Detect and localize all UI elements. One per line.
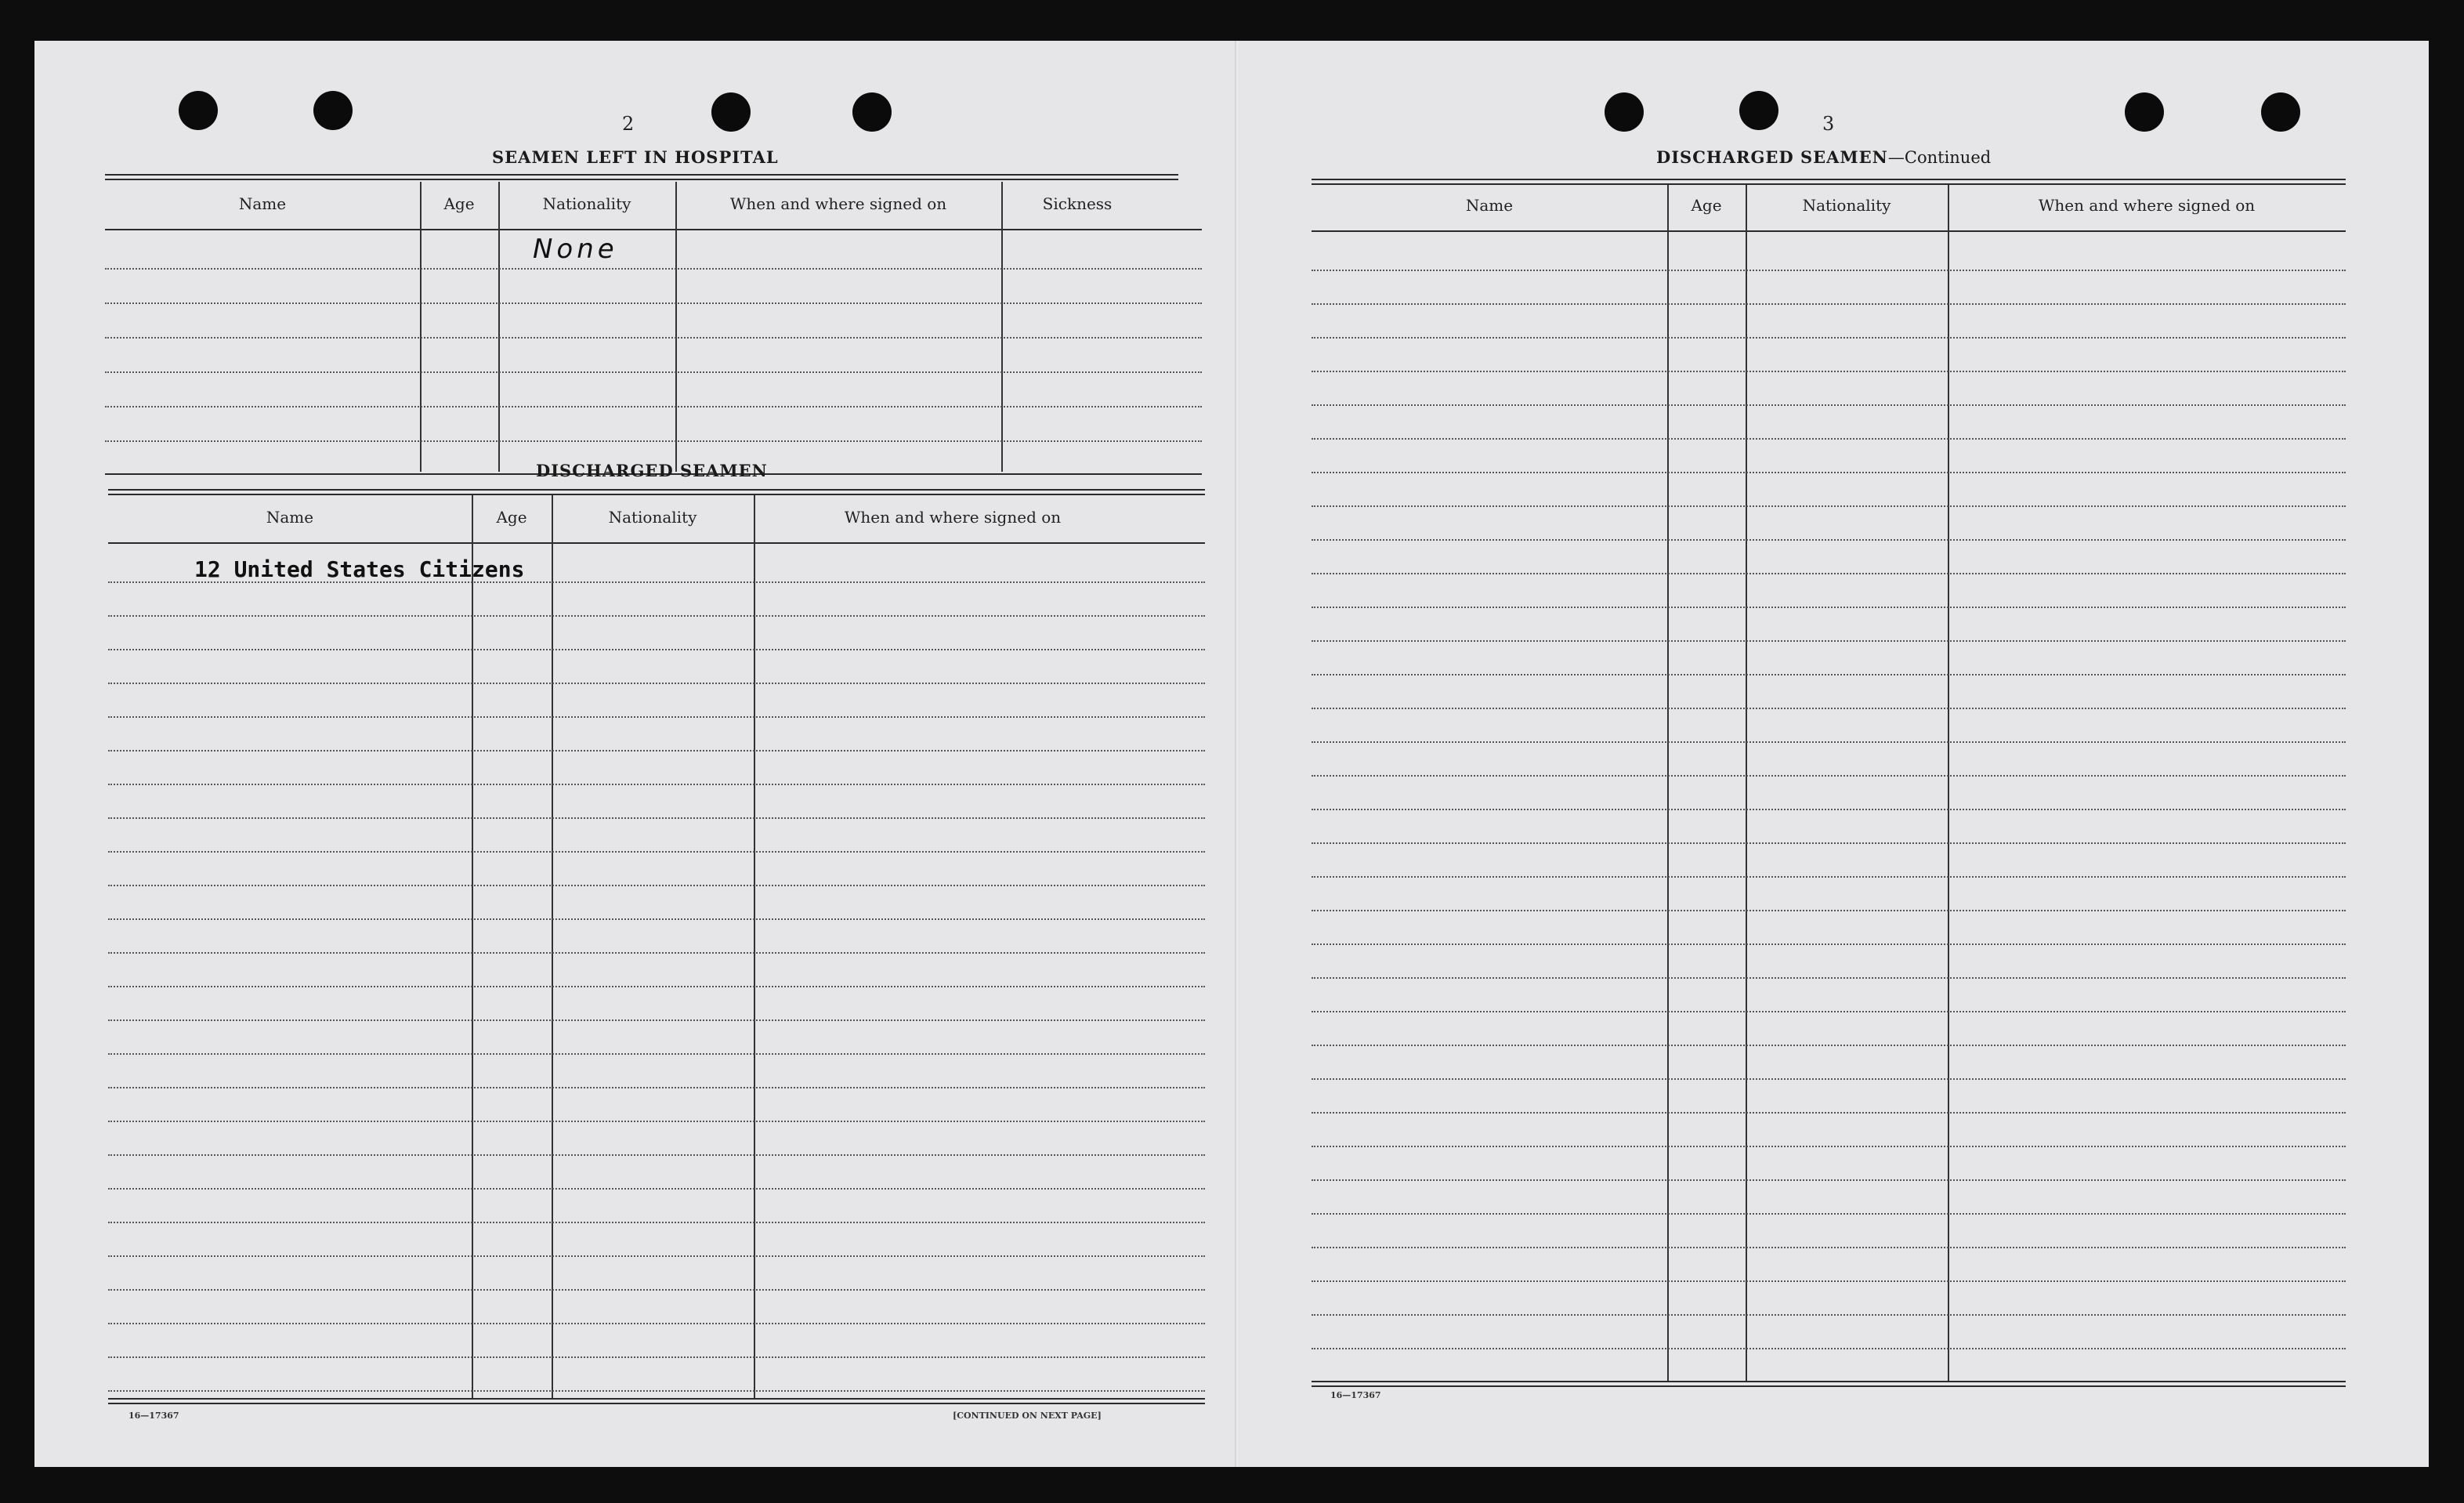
hospital-section-title: SEAMEN LEFT IN HOSPITAL	[492, 147, 779, 167]
form-row-line	[108, 952, 1205, 954]
punch-hole-5	[1605, 92, 1644, 132]
discharged-top-rule	[1312, 179, 2346, 185]
form-row-line	[108, 1323, 1205, 1324]
form-row-line	[1312, 977, 2346, 979]
form-row-line	[108, 1222, 1205, 1223]
discharged-title-text: DISCHARGED SEAMEN	[1656, 147, 1888, 167]
form-row-line	[108, 885, 1205, 886]
form-row-line	[1312, 674, 2346, 675]
discharged-top-rule	[108, 489, 1205, 495]
punch-hole-3	[711, 92, 751, 132]
discharged-col-nationality: Nationality	[1802, 196, 1891, 215]
form-row-line	[108, 1289, 1205, 1291]
page-number: 2	[622, 113, 635, 135]
form-row-line	[1312, 438, 2346, 440]
hospital-col-age: Age	[443, 194, 475, 213]
continued-note: [CONTINUED ON NEXT PAGE]	[953, 1411, 1102, 1421]
form-row-line	[108, 851, 1205, 853]
form-row-line	[1312, 775, 2346, 777]
hospital-divider-1	[420, 182, 422, 472]
form-row-line	[108, 1356, 1205, 1358]
form-row-line	[1312, 741, 2346, 743]
form-row-line	[1312, 472, 2346, 473]
discharged-col-signed-on: When and where signed on	[844, 508, 1062, 527]
punch-hole-1	[179, 91, 218, 130]
discharged-section-title: DISCHARGED SEAMEN	[536, 461, 768, 480]
form-row-line	[108, 683, 1205, 684]
continued-suffix: —Continued	[1887, 148, 1992, 167]
form-row-line	[1312, 1314, 2346, 1316]
punch-hole-8	[2261, 92, 2300, 132]
form-row-line	[1312, 1045, 2346, 1046]
hospital-row-line	[105, 440, 1202, 442]
form-row-line	[1312, 303, 2346, 305]
form-row-line	[1312, 371, 2346, 372]
discharged-bottom-rule	[1312, 1381, 2346, 1387]
discharged-divider-2	[552, 495, 553, 1398]
hospital-top-rule	[105, 174, 1178, 180]
discharged-divider-1	[472, 495, 473, 1398]
hospital-divider-4	[1001, 182, 1003, 472]
hospital-col-sickness: Sickness	[1042, 194, 1113, 213]
discharged-col-nationality: Nationality	[608, 508, 697, 527]
punch-hole-7	[2125, 92, 2164, 132]
form-row-line	[1312, 910, 2346, 911]
form-row-line	[108, 1390, 1205, 1392]
form-row-line	[1312, 708, 2346, 709]
form-row-line	[108, 1053, 1205, 1055]
form-row-line	[1312, 337, 2346, 339]
hospital-row-line	[105, 302, 1202, 304]
discharged-bottom-rule	[108, 1398, 1205, 1404]
form-row-line	[108, 1121, 1205, 1122]
form-row-line	[1312, 505, 2346, 507]
form-row-line	[1312, 1078, 2346, 1080]
form-row-line	[108, 615, 1205, 617]
hospital-header-rule	[105, 229, 1202, 230]
discharged-col-signed-on: When and where signed on	[2038, 196, 2256, 215]
hospital-row-line	[105, 268, 1202, 270]
form-row-line	[108, 817, 1205, 819]
discharged-continued-title	[1656, 147, 1991, 167]
form-number: 16—17367	[1330, 1390, 1381, 1400]
hospital-divider-3	[675, 182, 677, 472]
form-row-line	[108, 750, 1205, 752]
form-row-line	[1312, 1112, 2346, 1114]
left-page	[34, 41, 1238, 1467]
form-row-line	[1312, 842, 2346, 844]
hospital-col-name: Name	[238, 194, 287, 213]
hospital-entry-none: None	[533, 234, 618, 265]
discharged-col-name: Name	[266, 508, 314, 527]
form-row-line	[108, 986, 1205, 987]
form-row-line	[1312, 1280, 2346, 1282]
form-row-line	[108, 1154, 1205, 1156]
form-row-line	[108, 918, 1205, 920]
punch-hole-6	[1739, 91, 1778, 130]
discharged-header-rule	[1312, 230, 2346, 232]
form-row-line	[108, 1188, 1205, 1190]
form-row-line	[1312, 607, 2346, 608]
form-row-line	[1312, 809, 2346, 810]
hospital-row-line	[105, 337, 1202, 339]
discharged-header-rule	[108, 542, 1205, 544]
form-row-line	[108, 1087, 1205, 1088]
form-row-line	[108, 784, 1205, 785]
form-row-line	[1312, 876, 2346, 878]
discharged-col-age: Age	[496, 508, 527, 527]
discharged-col-name: Name	[1465, 196, 1514, 215]
form-row-line	[1312, 943, 2346, 945]
form-row-line	[1312, 270, 2346, 271]
discharged-entry: 12 United States Citizens	[194, 556, 525, 582]
form-number: 16—17367	[128, 1411, 179, 1421]
form-row-line	[1312, 539, 2346, 541]
hospital-col-signed-on: When and where signed on	[729, 194, 947, 213]
discharged-divider-3	[754, 495, 755, 1398]
hospital-col-nationality: Nationality	[542, 194, 631, 213]
form-row-line	[1312, 404, 2346, 406]
form-row-line	[1312, 1179, 2346, 1181]
discharged-divider-3	[1948, 185, 1949, 1382]
form-row-line	[1312, 1213, 2346, 1215]
discharged-divider-1	[1667, 185, 1669, 1382]
hospital-row-line	[105, 371, 1202, 373]
form-row-line	[1312, 1146, 2346, 1147]
form-row-line	[1312, 640, 2346, 642]
page-number: 3	[1822, 113, 1835, 135]
form-row-line	[108, 649, 1205, 650]
form-row-line	[1312, 573, 2346, 574]
form-row-line	[108, 1020, 1205, 1021]
punch-hole-2	[313, 91, 353, 130]
form-row-line	[108, 716, 1205, 718]
discharged-divider-2	[1746, 185, 1747, 1382]
right-page	[1238, 41, 2429, 1467]
form-row-line	[108, 1255, 1205, 1257]
discharged-col-age: Age	[1691, 196, 1722, 215]
punch-hole-4	[852, 92, 892, 132]
hospital-row-line	[105, 406, 1202, 407]
hospital-divider-2	[498, 182, 500, 472]
form-row-line	[1312, 1011, 2346, 1012]
form-row-line	[1312, 1348, 2346, 1349]
form-row-line	[1312, 1247, 2346, 1248]
